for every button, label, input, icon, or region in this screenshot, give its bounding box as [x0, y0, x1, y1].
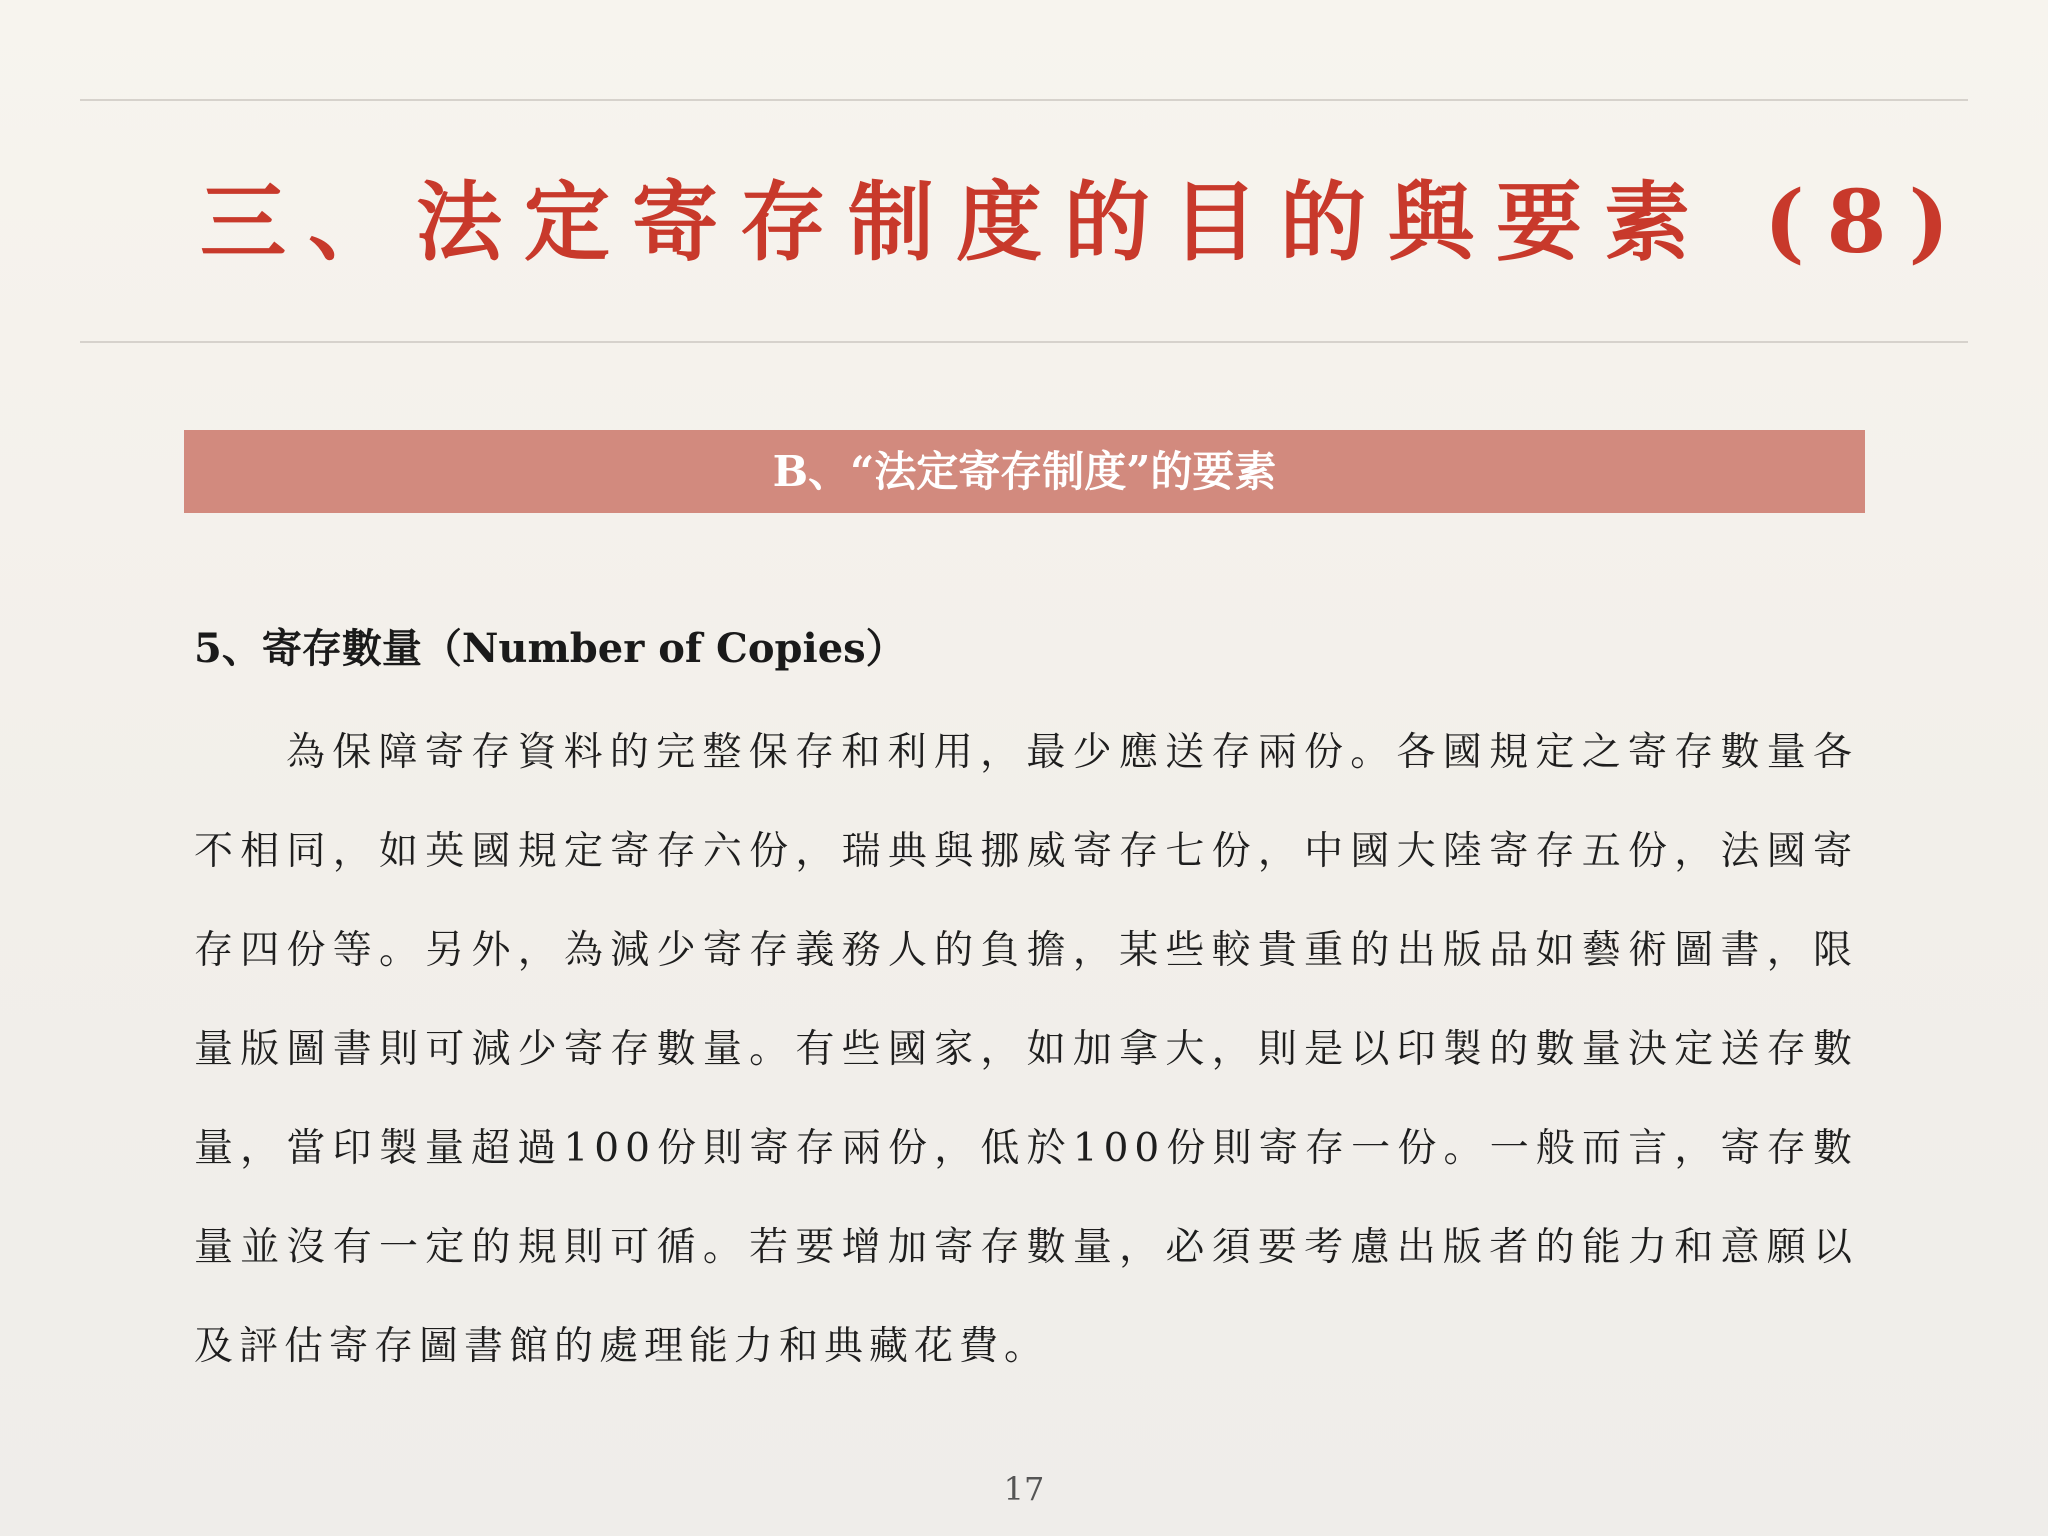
slide-title: 三、法定寄存制度的目的與要素 (8): [200, 172, 1972, 273]
page-number: 17: [1003, 1470, 1045, 1508]
body-paragraph: 為保障寄存資料的完整保存和利用，最少應送存兩份。各國規定之寄存數量各不相同，如英國規定寄存六份，瑞典與挪威寄存七份，中國大陸寄存五份，法國寄存四份等。另外，為減少寄存義務人的負擔，某些較貴重的出版品如藝術圖書，限量版圖書則可減少寄存數量。有些國家，如加拿大，則是以印製的數量決定送存數量，當印製量超過100份則寄存兩份，低於100份則寄存一份。一般而言，寄存數量並沒有一定的規則可循。若要增加寄存數量，必須要考慮出版者的能力和意願以及評估寄存圖書館的處理能力和典藏花費。: [194, 730, 1858, 1369]
section-banner: B、“法定寄存制度”的要素: [184, 430, 1865, 513]
top-divider: [80, 99, 1968, 101]
title-divider: [80, 341, 1968, 343]
subheading: 5、寄存數量（Number of Copies）: [194, 625, 906, 672]
